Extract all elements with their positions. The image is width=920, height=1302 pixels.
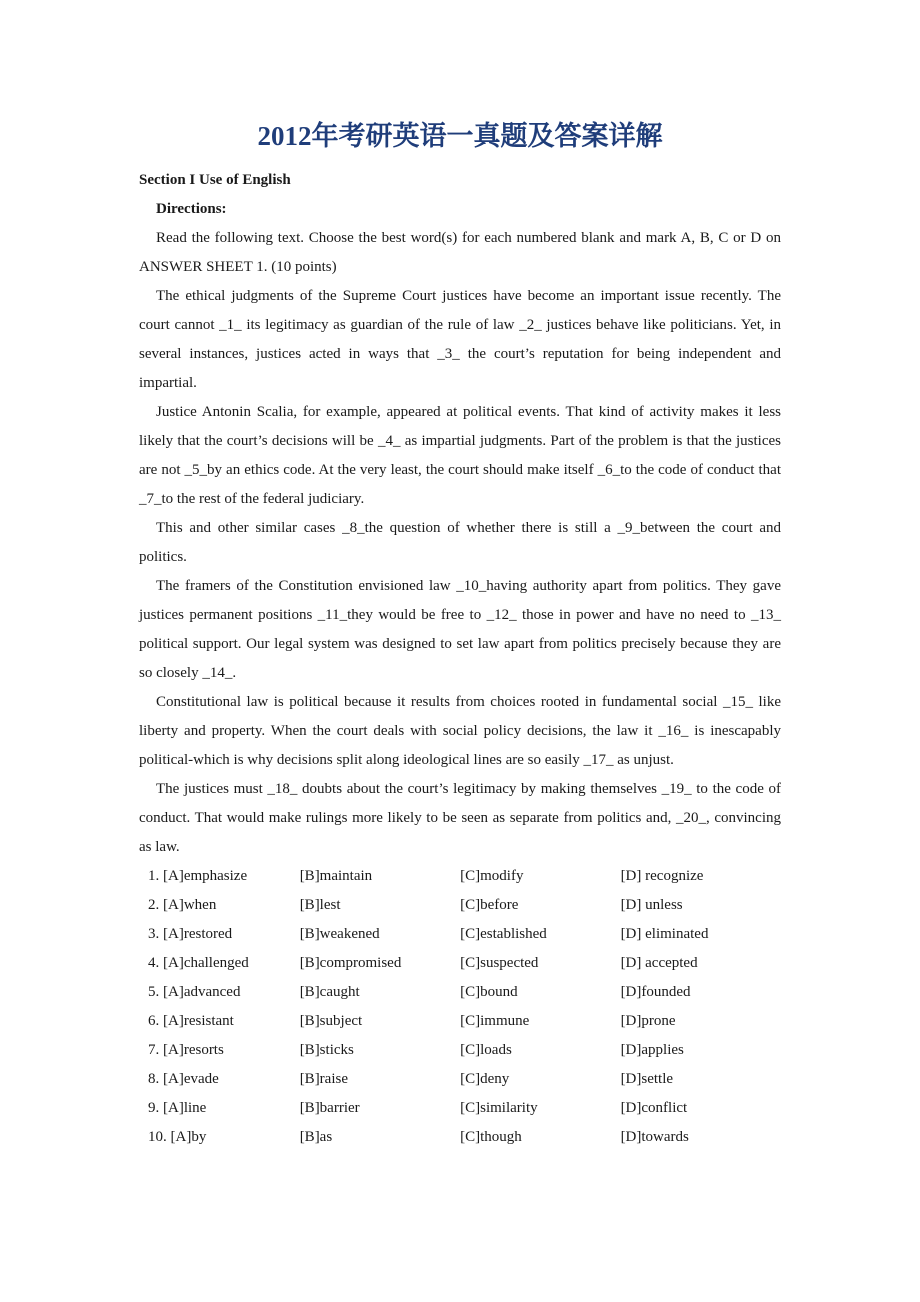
passage-paragraph-6: The justices must _18_ doubts about the court’s legitimacy by making themselves _19_ to the code of conduct. That would make rulings more likely to be seen as separate from politics and, _20_, convincing as law. <box>139 781 781 855</box>
directions-label: Directions: <box>156 201 227 217</box>
option-c: [C]immune <box>460 1013 530 1029</box>
option-c: [C]loads <box>460 1042 512 1058</box>
option-b: [B]caught <box>299 984 360 1000</box>
passage-paragraph-5: Constitutional law is political because it results from choices rooted in fundamental social _15_ like liberty and property. When the court deals with social policy decisions, the law it _16_ is inescapably political-which is why decisions split along ideological lines are so easily _17_ as unjust. <box>139 694 781 768</box>
option-d: [D]conflict <box>620 1100 688 1116</box>
option-d: [D]prone <box>620 1013 676 1029</box>
option-c: [C]similarity <box>460 1100 538 1116</box>
passage-paragraph-1: The ethical judgments of the Supreme Court justices have become an important issue recently. The court cannot _1_ its legitimacy as guardian of the rule of law _2_ justices behave like politicians. Yet, in several instances, justices acted in ways that _3_ the court’s reputation for being independent and impartial. <box>139 288 781 391</box>
question-row-8 <box>139 1065 781 1094</box>
document-title: 2012年考研英语一真题及答案详解 <box>257 121 663 151</box>
option-c: [C]deny <box>460 1071 510 1087</box>
option-d: [D]towards <box>620 1129 689 1145</box>
option-b: [B]compromised <box>299 955 402 971</box>
question-row-4 <box>139 949 781 978</box>
option-c: [C]modify <box>460 868 524 884</box>
option-a: 4. [A]challenged <box>148 955 249 971</box>
question-row-5 <box>139 978 781 1007</box>
option-b: [B]raise <box>299 1071 348 1087</box>
question-row-10 <box>139 1123 781 1152</box>
option-b: [B]maintain <box>299 868 373 884</box>
option-b: [B]weakened <box>299 926 380 942</box>
option-c: [C]suspected <box>460 955 539 971</box>
option-b: [B]as <box>299 1129 333 1145</box>
option-d: [D]applies <box>620 1042 684 1058</box>
question-row-9 <box>139 1094 781 1123</box>
question-row-6 <box>139 1007 781 1036</box>
option-d: [D] unless <box>620 897 683 913</box>
option-a: 2. [A]when <box>148 897 217 913</box>
option-c: [C]before <box>460 897 519 913</box>
option-a: 8. [A]evade <box>148 1071 219 1087</box>
passage-paragraph-2: Justice Antonin Scalia, for example, appeared at political events. That kind of activity makes it less likely that the court’s decisions will be _4_ as impartial judgments. Part of the problem is that the justices are not _5_by an ethics code. At the very least, the court should make itself _6_to the code of conduct that _7_to the rest of the federal judiciary. <box>139 404 781 507</box>
option-b: [B]sticks <box>299 1042 354 1058</box>
answer-options-table <box>139 862 781 1152</box>
option-b: [B]barrier <box>299 1100 360 1116</box>
option-c: [C]though <box>460 1129 522 1145</box>
option-b: [B]lest <box>299 897 341 913</box>
option-d: [D]founded <box>620 984 691 1000</box>
question-row-7 <box>139 1036 781 1065</box>
document-body <box>139 166 781 1152</box>
option-a: 10. [A]by <box>148 1129 207 1145</box>
question-row-2 <box>139 891 781 920</box>
option-d: [D] eliminated <box>620 926 709 942</box>
option-c: [C]established <box>460 926 547 942</box>
passage-paragraph-4: The framers of the Constitution envisioned law _10_having authority apart from politics. They gave justices permanent positions _11_they would be free to _12_ those in power and have no need to _13_ political support. Our legal system was designed to set law apart from politics precisely because they are so closely _14_. <box>139 578 781 681</box>
question-row-3 <box>139 920 781 949</box>
option-a: 9. [A]line <box>148 1100 207 1116</box>
instructions-paragraph: Read the following text. Choose the best word(s) for each numbered blank and mark A, B, C or D on ANSWER SHEET 1. (10 points) <box>139 230 781 275</box>
section-heading: Section I Use of English <box>139 172 291 188</box>
passage-paragraph-3: This and other similar cases _8_the question of whether there is still a _9_between the court and politics. <box>139 520 781 565</box>
option-a: 5. [A]advanced <box>148 984 241 1000</box>
option-a: 1. [A]emphasize <box>148 868 248 884</box>
option-a: 6. [A]resistant <box>148 1013 234 1029</box>
option-d: [D] accepted <box>620 955 698 971</box>
option-a: 3. [A]restored <box>148 926 233 942</box>
option-d: [D]settle <box>620 1071 674 1087</box>
option-c: [C]bound <box>460 984 518 1000</box>
option-b: [B]subject <box>299 1013 363 1029</box>
option-a: 7. [A]resorts <box>148 1042 224 1058</box>
question-row-1 <box>139 862 781 891</box>
option-d: [D] recognize <box>620 868 704 884</box>
